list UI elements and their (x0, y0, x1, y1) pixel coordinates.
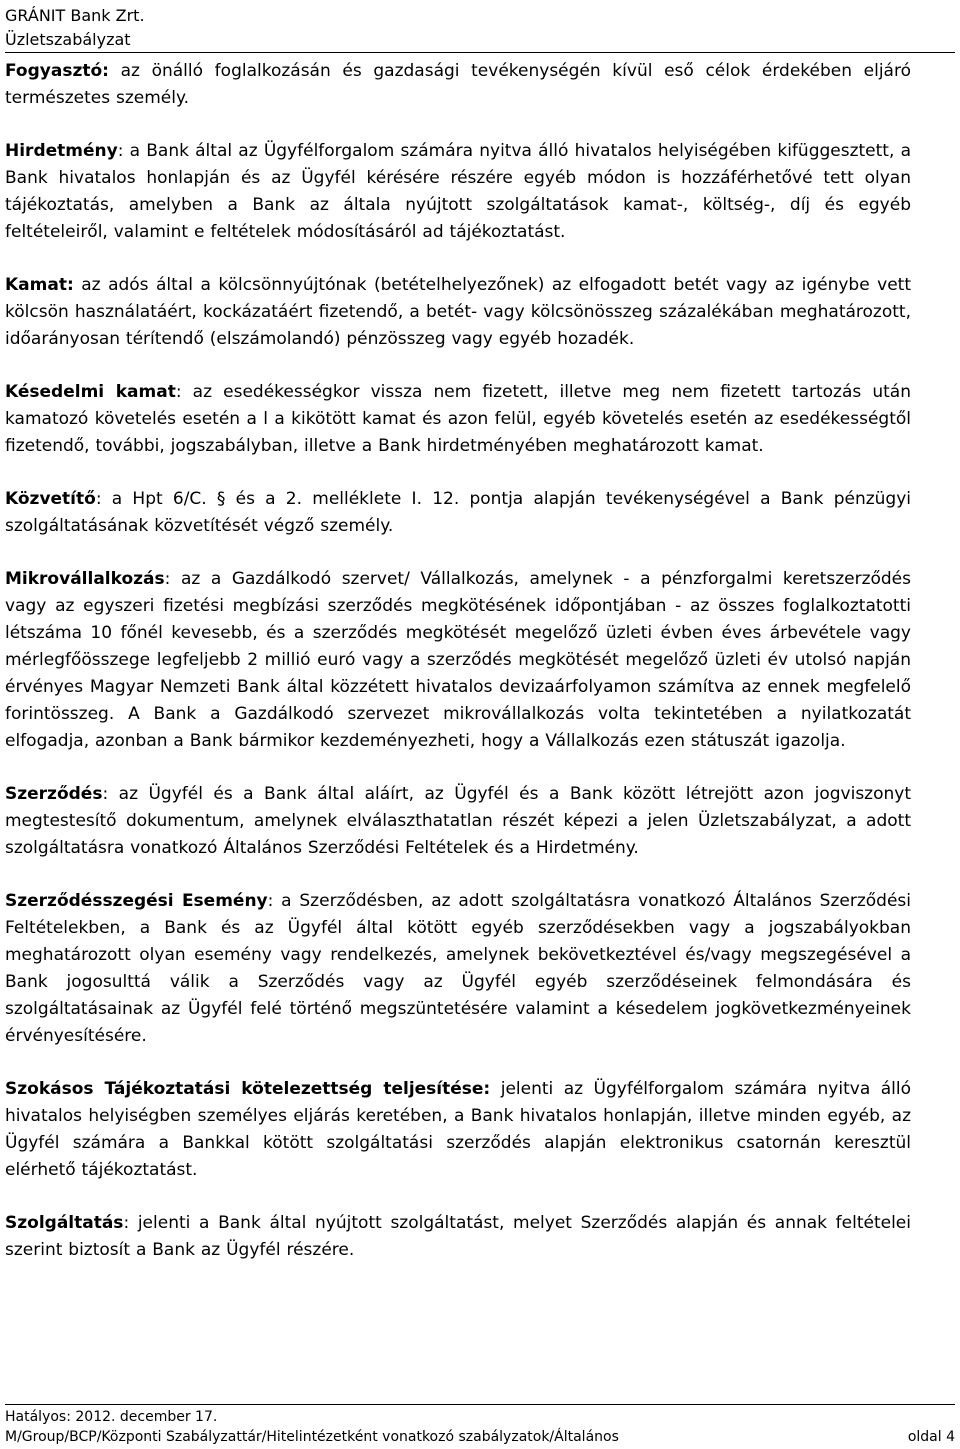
document-title: Üzletszabályzat (5, 30, 131, 49)
page-header (5, 4, 145, 52)
definition-szolgaltatas (5, 1210, 911, 1264)
definition-szokasos-tajekoztatas (5, 1076, 911, 1184)
definition-text: : az a Gazdálkodó szervet/ Vállalkozás, amelynek - a pénzforgalmi keretszerződés vagy az egyszeri fizetési megbízási szerződés megkötésének időpontjában - az összes foglalkoztatotti létszáma 10 főnél kevesebb, és a szerződés megkötését megelőző üzleti évben éves árbevétele vagy mérlegfőösszege legfeljebb 2 millió euró vagy a szerződés megkötését megelőző üzleti év utolsó napján érvényes Magyar Nemzeti Bank által közzétett hivatalos devizaárfolyamon számítva az ennek megfelelő forintösszeg. A Bank a Gazdálkodó szervezet mikrovállalkozás volta tekintetében a nyilatkozatát elfogadja, azonban a Bank bármikor kezdeményezheti, hogy a Vállalkozás ezen státuszát igazolja. (5, 569, 911, 751)
definition-text: : a Bank által az Ügyfélforgalom számára nyitva álló hivatalos helyiségében kifüggesztett, a Bank hivatalos honlapján és az Ügyfél kérésére részére egyéb módon is hozzáférhetővé tett olyan tájékoztatás, amelyben a Bank az általa nyújtott szolgáltatások kamat-, költség-, díj és egyéb feltételeiről, valamint e feltételek módosításáról ad tájékoztatást. (5, 141, 911, 242)
definition-text: jelenti az Ügyfélforgalom számára nyitva álló hivatalos helyiségben személyes eljárás keretében, a Bank hivatalos honlapján, illetve minden egyéb, az Ügyfél számára a Bankkal kötött szolgáltatási szerződés alapján elektronikus csatornán keresztül elérhető tájékoztatást. (5, 1079, 911, 1180)
header-divider (5, 52, 955, 53)
definition-kozvetito (5, 486, 911, 540)
definition-kamat (5, 272, 911, 353)
definition-fogyaszto (5, 58, 911, 112)
definition-hirdetmeny (5, 138, 911, 246)
footer-divider (5, 1404, 955, 1405)
definition-text: : a Szerződésben, az adott szolgáltatásra vonatkozó Általános Szerződési Feltételekben, a Bank és az Ügyfél által kötött egyéb szerződésekben vagy a jogszabályokban meghatározott olyan esemény vagy rendelkezés, amelynek bekövetkeztével és/vagy megszegésével a Bank jogosulttá válik a Szerződés vagy az Ügyfél egyéb szerződéseinek felmondására és szolgáltatásainak az Ügyfél felé történő megszüntetésére valamint a késedelem jogkövetkezményeinek érvényesítésére. (5, 891, 911, 1046)
definitions-list (5, 58, 911, 1290)
term: Mikrovállalkozás (5, 569, 165, 589)
page-number: oldal 4 (907, 1429, 955, 1445)
definition-szerzodesszegesi-esemeny (5, 888, 911, 1050)
term: Szerződés (5, 784, 103, 804)
effective-date: Hatályos: 2012. december 17. (5, 1409, 218, 1425)
term: Szokásos Tájékoztatási kötelezettség teljesítése: (5, 1079, 491, 1099)
definition-text: : az esedékességkor vissza nem fizetett, illetve meg nem fizetett tartozás után kamatozó követelés esetén a l a kikötött kamat és azon felül, egyéb követelés esetén az esedékességtől fizetendő, további, jogszabályban, illetve a Bank hirdetményében meghatározott kamat. (5, 382, 911, 456)
definition-mikrovallalkozas (5, 566, 911, 755)
page-footer (5, 1407, 955, 1447)
term: Fogyasztó: (5, 61, 109, 81)
definition-text: az önálló foglalkozásán és gazdasági tevékenységén kívül eső célok érdekében eljáró természetes személy. (5, 61, 911, 108)
definition-szerzodes (5, 781, 911, 862)
definition-kesedelmi-kamat (5, 379, 911, 460)
definition-text: : a Hpt 6/C. § és a 2. melléklete I. 12. pontja alapján tevékenységével a Bank pénzügyi szolgáltatásának közvetítését végző személy. (5, 489, 911, 536)
definition-text: : az Ügyfél és a Bank által aláírt, az Ügyfél és a Bank között létrejött azon jogviszonyt megtestesítő dokumentum, amelynek elválaszthatatlan részét képezi a jelen Üzletszabályzat, a adott szolgáltatásra vonatkozó Általános Szerződési Feltételek és a Hirdetmény. (5, 784, 911, 858)
term: Késedelmi kamat (5, 382, 176, 402)
term: Hirdetmény (5, 141, 118, 161)
term: Szolgáltatás (5, 1213, 124, 1233)
definition-text: : jelenti a Bank által nyújtott szolgáltatást, melyet Szerződés alapján és annak feltételei szerint biztosít a Bank az Ügyfél részére. (5, 1213, 911, 1260)
term: Kamat: (5, 275, 74, 295)
term: Közvetítő (5, 489, 96, 509)
document-path: M/Group/BCP/Központi Szabályzattár/Hitelintézetként vonatkozó szabályzatok/Általános (5, 1429, 619, 1445)
definition-text: az adós által a kölcsönnyújtónak (betételhelyezőnek) az elfogadott betét vagy az igénybe vett kölcsön használatáért, kockázatáért fizetendő, a betét- vagy kölcsönösszeg százalékában meghatározott, időarányosan térítendő (elszámolandó) pénzösszeg vagy egyéb hozadék. (5, 275, 911, 349)
term: Szerződésszegési Esemény (5, 891, 268, 911)
company-name: GRÁNIT Bank Zrt. (5, 6, 145, 25)
